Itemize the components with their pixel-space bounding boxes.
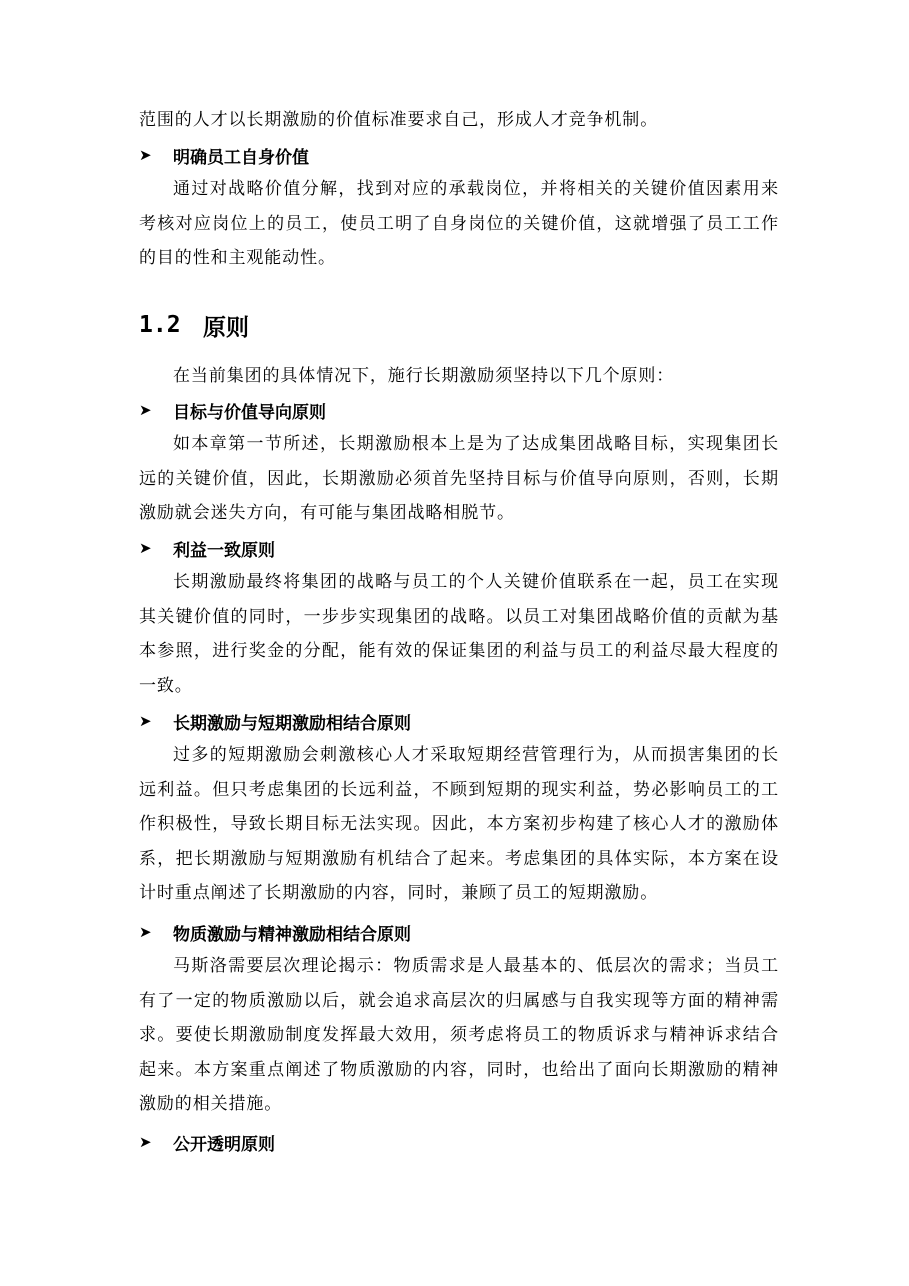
section-heading bbox=[139, 306, 249, 344]
arrow-bullet-icon: ➤ bbox=[139, 1132, 152, 1151]
bullet-label: 物质激励与精神激励相结合原则 bbox=[173, 924, 411, 945]
paragraph: 如本章第一节所述，长期激励根本上是为了达成集团战略目标，实现集团长远的关键价值，因此，长期激励必须首先坚持目标与价值导向原则，否则，长期激励就会迷失方向，有可能与集团战略相脱节。 bbox=[139, 434, 779, 523]
bullet-item bbox=[139, 707, 411, 735]
paragraph: 范围的人才以长期激励的价值标准要求自己，形成人才竞争机制。 bbox=[139, 110, 659, 130]
arrow-bullet-icon: ➤ bbox=[139, 922, 152, 941]
bullet-item bbox=[139, 1128, 275, 1156]
arrow-bullet-icon: ➤ bbox=[139, 400, 152, 419]
bullet-label: 目标与价值导向原则 bbox=[173, 402, 326, 423]
bullet-item bbox=[139, 918, 411, 946]
section-title: 原则 bbox=[203, 314, 249, 341]
bullet-label: 利益一致原则 bbox=[173, 540, 275, 561]
bullet-label: 公开透明原则 bbox=[173, 1134, 275, 1155]
arrow-bullet-icon: ➤ bbox=[139, 145, 152, 164]
section-number: 1.2 bbox=[139, 312, 181, 338]
arrow-bullet-icon: ➤ bbox=[139, 711, 152, 730]
bullet-item bbox=[139, 534, 275, 562]
paragraph: 过多的短期激励会刺激核心人才采取短期经营管理行为，从而损害集团的长远利益。但只考虑集团的长远利益，不顾到短期的现实利益，势必影响员工的工作积极性，导致长期目标无法实现。因此，本方案初步构建了核心人才的激励体系，把长期激励与短期激励有机结合了起来。考虑集团的具体实际，本方案在设计时重点阐述了长期激励的内容，同时，兼顾了员工的短期激励。 bbox=[139, 745, 779, 903]
bullet-label: 明确员工自身价值 bbox=[173, 147, 309, 168]
bullet-item bbox=[139, 141, 309, 169]
paragraph: 在当前集团的具体情况下，施行长期激励须坚持以下几个原则： bbox=[173, 366, 675, 386]
paragraph: 通过对战略价值分解，找到对应的承载岗位，并将相关的关键价值因素用来考核对应岗位上的员工，使员工明了自身岗位的关键价值，这就增强了员工工作的目的性和主观能动性。 bbox=[139, 179, 779, 268]
paragraph: 马斯洛需要层次理论揭示：物质需求是人最基本的、低层次的需求；当员工有了一定的物质激励以后，就会追求高层次的归属感与自我实现等方面的精神需求。要使长期激励制度发挥最大效用，须考虑将员工的物质诉求与精神诉求结合起来。本方案重点阐述了物质激励的内容，同时，也给出了面向长期激励的精神激励的相关措施。 bbox=[139, 956, 779, 1114]
arrow-bullet-icon: ➤ bbox=[139, 538, 152, 557]
paragraph: 长期激励最终将集团的战略与员工的个人关键价值联系在一起，员工在实现其关键价值的同时，一步步实现集团的战略。以员工对集团战略价值的贡献为基本参照，进行奖金的分配，能有效的保证集团的利益与员工的利益尽最大程度的一致。 bbox=[139, 572, 779, 696]
bullet-item bbox=[139, 396, 326, 424]
bullet-label: 长期激励与短期激励相结合原则 bbox=[173, 713, 411, 734]
